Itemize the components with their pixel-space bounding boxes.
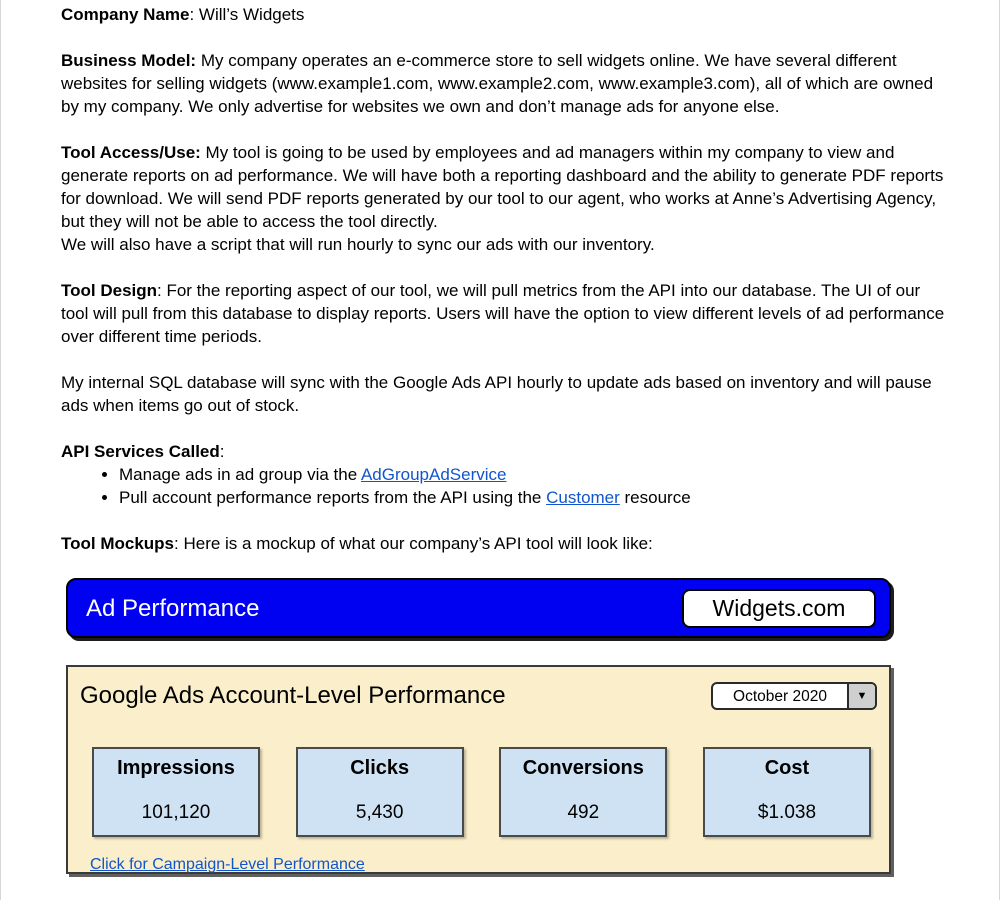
api-services-heading (61, 440, 945, 463)
metric-card-clicks (296, 747, 464, 837)
metric-card-conversions (499, 747, 667, 837)
mockup-header-banner (66, 578, 891, 638)
panel-link-row (90, 852, 877, 876)
tool-mockups-text: : Here is a mockup of what our company’s API tool will look like: (174, 534, 653, 553)
bullet-text: Manage ads in ad group via the (119, 465, 361, 484)
metric-card-impressions (92, 747, 260, 837)
site-button[interactable]: Widgets.com (682, 589, 876, 628)
company-name-label: Company Name (61, 5, 190, 24)
tool-mockups-label: Tool Mockups (61, 534, 175, 553)
document-body (1, 0, 945, 874)
banner-title: Ad Performance (86, 594, 260, 622)
metric-value: $1.038 (757, 802, 817, 823)
tool-access-text: My tool is going to be used by employees and ad managers within my company to view and generate reports on ad performance. We will have both a reporting dashboard and the ability to generate PDF reports for download. We will send PDF reports generated by our tool to our agent, who works at Anne’s Advertising Agency, but they will not be able to access the tool directly. (61, 143, 944, 231)
tool-mockups-paragraph (61, 532, 945, 555)
panel-header (80, 682, 877, 710)
api-services-label: API Services Called (61, 442, 220, 461)
adgroupadservice-link[interactable]: AdGroupAdService (360, 465, 507, 484)
account-performance-panel (66, 665, 891, 874)
api-services-colon: : (219, 442, 225, 461)
bullet-text: resource (619, 488, 691, 507)
tool-access-paragraph (61, 141, 945, 256)
company-name-value: : Will’s Widgets (189, 5, 305, 24)
business-model-paragraph (61, 49, 945, 118)
metric-label: Clicks (350, 757, 410, 779)
list-item (119, 463, 945, 486)
tool-design-label: Tool Design (61, 281, 158, 300)
tool-access-label: Tool Access/Use: (61, 143, 201, 162)
customer-link[interactable]: Customer (546, 488, 620, 507)
tool-design-text2: My internal SQL database will sync with the Google Ads API hourly to update ads based on inventory and will pause ads when items go out of stock. (61, 373, 932, 415)
metric-value: 5,430 (355, 802, 404, 823)
company-name-line (61, 3, 945, 26)
month-dropdown-value: October 2020 (733, 687, 827, 705)
bullet-text: Pull account performance reports from the API using the (119, 488, 547, 507)
metric-card-cost (703, 747, 871, 837)
campaign-level-link[interactable]: Click for Campaign-Level Performance (90, 856, 365, 873)
metric-label: Conversions (522, 757, 644, 779)
tool-design-paragraph (61, 279, 945, 348)
tool-design-text: : For the reporting aspect of our tool, we will pull metrics from the API into our database. The UI of our tool will pull from this database to display reports. Users will have the option to view different levels of ad performance over different time periods. (61, 281, 945, 346)
business-model-text: My company operates an e-commerce store to sell widgets online. We have several different websites for selling widgets (www.example1.com, www.example2.com, www.example3.com), all of which are owned by my company. We only advertise for websites we own and don’t manage ads for anyone else. (61, 51, 934, 116)
business-model-label: Business Model: (61, 51, 197, 70)
tool-design-paragraph-2 (61, 371, 945, 417)
chevron-down-icon[interactable]: ▼ (847, 684, 875, 708)
tool-access-text2: We will also have a script that will run hourly to sync our ads with our inventory. (61, 235, 655, 254)
panel-title: Google Ads Account-Level Performance (80, 682, 506, 709)
metric-label: Cost (764, 757, 810, 779)
list-item (119, 486, 945, 509)
metric-label: Impressions (117, 757, 235, 779)
metric-value: 492 (567, 802, 600, 823)
api-services-list (61, 463, 945, 509)
month-dropdown[interactable] (711, 682, 877, 710)
metric-value: 101,120 (141, 802, 211, 823)
metrics-row (80, 747, 877, 837)
